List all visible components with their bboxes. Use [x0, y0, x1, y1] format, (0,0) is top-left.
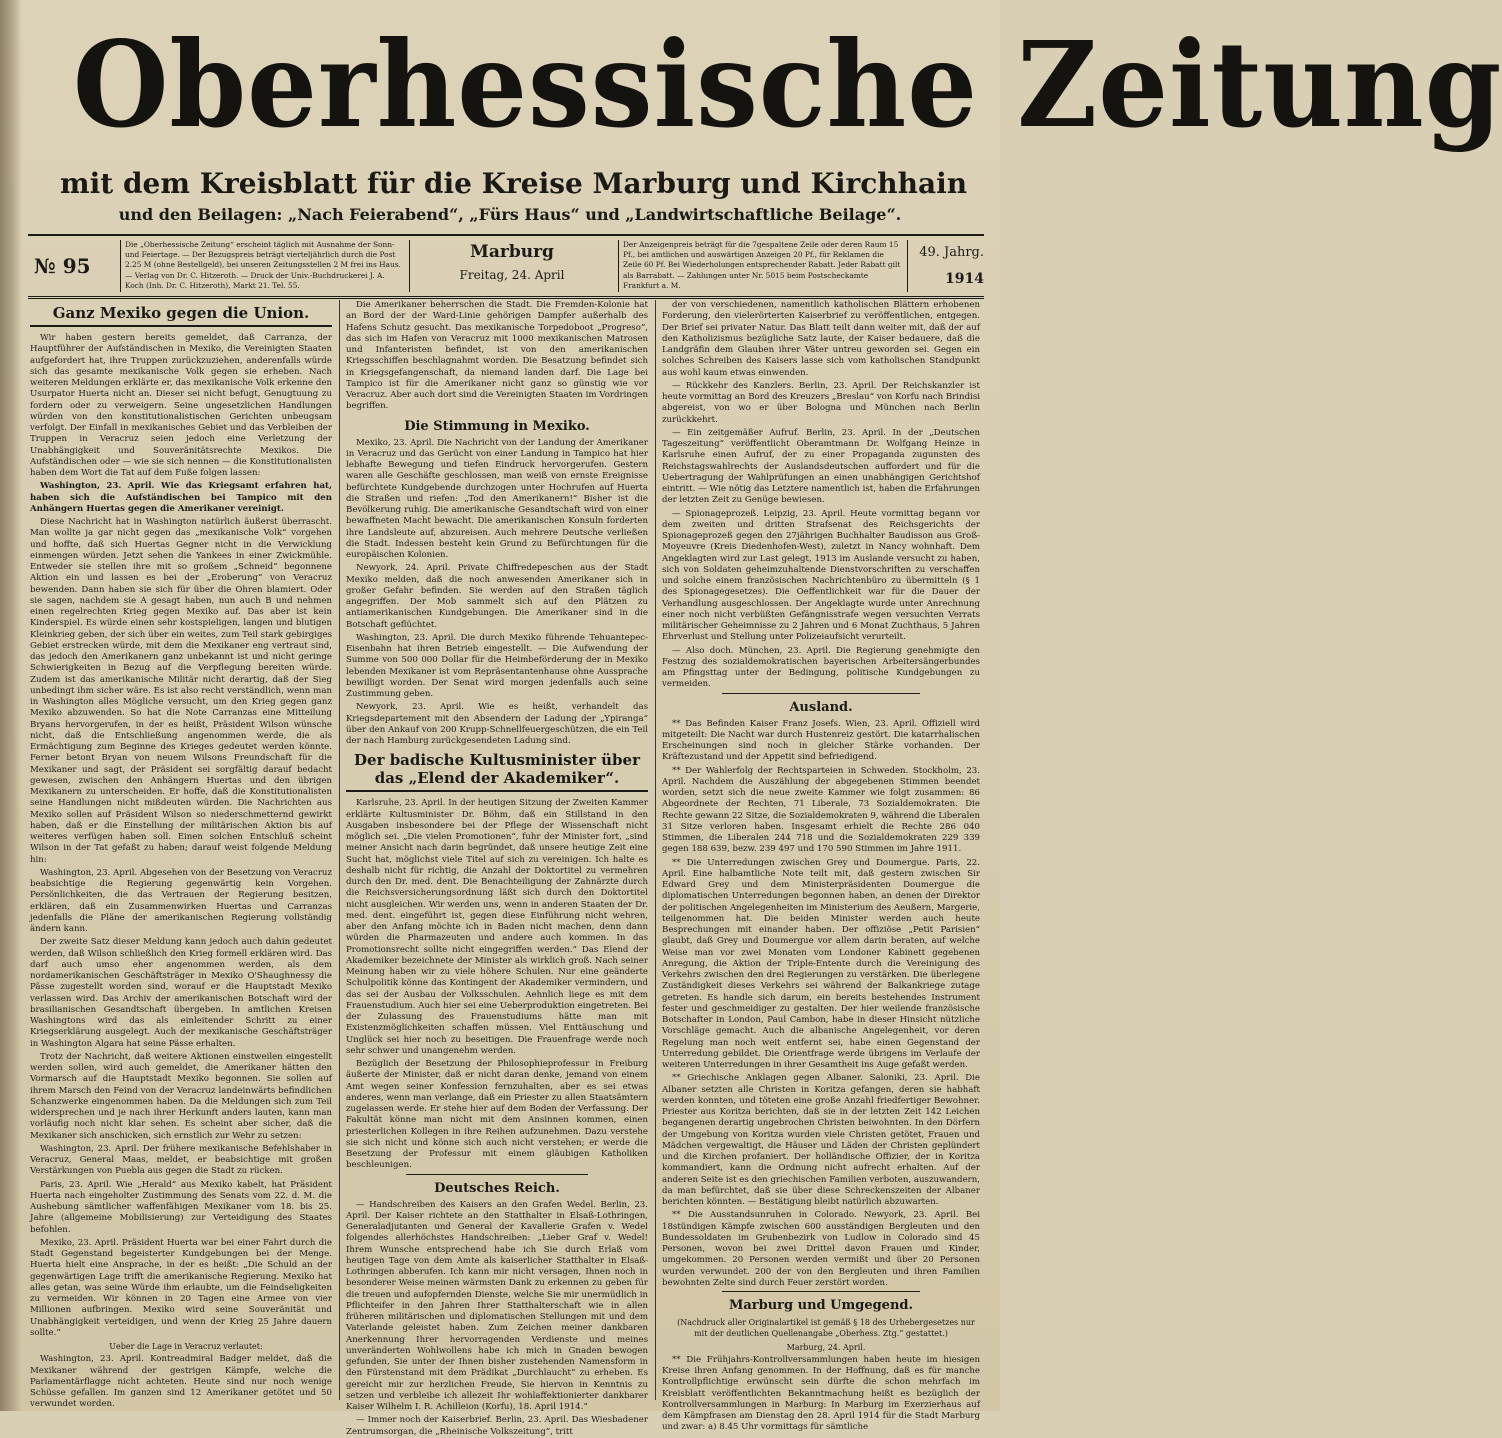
article-paragraph: ** Das Befinden Kaiser Franz Josefs. Wien, 23. April. Offiziell wird mitgeteilt: Die Nacht war durch Hustenreiz gestört. Die katarrhalischen Erscheinungen sind noch in gleicher Stärke vorhanden. Der Kräftezustand und der Appetit sind befriedigend. [662, 718, 980, 763]
article-paragraph: ** Die Frühjahrs-Kontrollversammlungen haben heute im hiesigen Kreise ihren Anfang genommen. In der Hoffnung, daß es für manche Kontrollpflichtige erwünscht sein dürfte die schon mehrfach im Kreisblatt veröffentlichten Bekanntmachung heißt es bezüglich der Kontrollversammlungen in Marburg: In Marburg im Exerzierhaus auf dem Kämpfrasen am Dienstag den 28. April 1914 für die Stadt Marburg und zwar: a) 8.45 Uhr vormittags für sämtliche [662, 1354, 980, 1433]
article-paragraph: Trotz der Nachricht, daß weitere Aktionen einstweilen eingestellt werden sollen, wird auch gemeldet, die Amerikaner hätten den Vormarsch auf die Hauptstadt Mexiko begonnen. Sie sollen auf ihrem Marsch den Feind von der Veracruz landeinwärts befindlichen Schanzwerke eingenommen haben. Da die Meldungen sich zum Teil widersprechen und je nach ihrer Herkunft anders lauten, kann man vorläufig noch nicht klar sehen. Es scheint aber sicher, daß die Mexikaner sich anschicken, sich ernstlich zur Wehr zu setzen: [30, 1051, 332, 1141]
article-subheading: Ueber die Lage in Veracruz verlautet: [109, 1342, 263, 1351]
article-paragraph: Washington, 23. April. Wie das Kriegsamt erfahren hat, haben sich die Aufständischen bei Tampico mit den Anhängern Huertas gegen die Amerikaner vereinigt. [30, 481, 332, 514]
masthead-supplements: und den Beilagen: „Nach Feierabend“, „Fürs Haus“ und „Landwirtschaftliche Beilage“. [118, 205, 902, 224]
article-paragraph: Mexiko, 23. April. Präsident Huerta war bei einer Fahrt durch die Stadt Gegenstand begeisterter Kundgebungen bei der Menge. Huerta hielt eine Ansprache, in der es heißt: „Die Schuld an der gegenwärtigen Lage trifft die amerikanische Regierung. Mexiko hat alles getan, was seine Würde ihm erlaubte, um die Feindseligkeiten zu vermeiden. Wir können in 20 Tagen eine Armee von vier Millionen aufbringen. Mexiko wird seine Souveränität und Unabhängigkeit verteidigen, und wenn der Krieg 25 Jahre dauern sollte.“ [30, 1237, 332, 1338]
article-paragraph: — Rückkehr des Kanzlers. Berlin, 23. April. Der Reichskanzler ist heute vormittag an Bord des Kreuzers „Breslau“ von Korfu nach Brindisi abgereist, von wo er über Bologna und München nach Berlin zurückkehrt. [662, 380, 980, 425]
article-headline: Der badische Kultusminister über das „Elend der Akademiker“. [346, 751, 648, 792]
article-paragraph: Washington, 23. April. Die durch Mexiko führende Tehuantepec-Eisenbahn hat ihren Betrieb eingestellt. — Die Aufwendung der Summe von 500 000 Dollar für die Heimbeförderung der in Mexiko lebenden Mexikaner ist vom Repräsentantenhause ohne Aussprache bewilligt worden. Der Senat wird morgen jedenfalls auch seine Zustimmung geben. [346, 632, 648, 699]
info-bar [28, 234, 984, 299]
article-paragraph: Washington, 23. April. Kontreadmiral Badger meldet, daß die Mexikaner während der gestrigen Kämpfe, welche die Parlamentärflagge nicht achteten. Heute sind nur noch wenige Schüsse gefallen. Im ganzen sind 12 Amerikaner getötet und 50 verwundet worden. [30, 1354, 332, 1410]
article-paragraph: der von verschiedenen, namentlich katholischen Blättern erhobenen Forderung, den vielerörterten Kaiserbrief zu veröffentlichen, entgegen. Der Brief sei privater Natur. Das Blatt teilt dann weiter mit, daß der auf den Katholizismus bezügliche Satz laute, der Kaiser bedauere, daß die Landgräfin dem Glauben ihrer Väter untreu geworden sei. Gegen ein solches Schreiben des Kaisers lasse sich vom katholischen Standpunkt aus wohl kaum etwas einwenden. [662, 300, 980, 378]
volume-number: 49. Jahrg. [919, 245, 984, 260]
article-paragraph: Karlsruhe, 23. April. In der heutigen Sitzung der Zweiten Kammer erklärte Kultusminister Dr. Böhm, daß ein Stillstand in den Ausgaben insbesondere bei der Pflege der Wissenschaft nicht möglich sei. „Die vielen Promotionen“, fuhr der Minister fort, „sind meiner Ansicht nach darin begründet, daß unsere heutige Zeit eine Sucht hat, möglichst viele Titel auf sich zu vereinigen. Ich halte es deshalb nicht für richtig, die Anzahl der Doktortitel zu vermehren durch den Dr. med. dent. Die Benachteiligung der Zahnärzte durch die Reichsversicherungsordnung läßt sich durch den Doktortitel nicht ausgleichen. Wir werden uns, wenn in anderen Staaten der Dr. med. dent. eingeführt ist, gegen diese Einführung nicht wehren, aber den Anfang möchte ich in Baden nicht machen, denn dann würden die Pharmazeuten und andere auch kommen. In das Promotionsrecht sollte nicht eingegriffen werden.“ Das Elend der Akademiker bezeichnete der Minister als wirklich groß. Nach seiner Meinung haben wir zu viele höhere Schulen. Nur eine geänderte Schulpolitik könne das Kontingent der Akademiker vermindern, und das sei der Ausbau der Volksschulen. Aehnlich liege es mit dem Frauenstudium. Auch hier sei eine Ueberproduktion eingetreten. Bei der Zulassung des Frauenstudiums hätte man mit Existenzmöglichkeiten schaffen müssen. Viel Enttäuschung und Unglück sei hier noch zu beseitigen. Die Frauenfrage werde noch sehr schwer und unangenehm werden. [346, 798, 648, 1056]
article-paragraph: ** Die Unterredungen zwischen Grey und Doumergue. Paris, 22. April. Eine halbamtliche Note teilt mit, daß gestern zwischen Sir Edward Grey und dem Ministerpräsidenten Doumergue die diplomatischen Unterredungen begonnen haben, an denen der Direktor der politischen Angelegenheiten im Ministerium des Aeußern, Margerie, teilgenommen hat. Die beiden Minister werden auch heute Besprechungen mit einander haben. Der offiziöse „Petit Parisien“ glaubt, daß Grey und Doumergue vor allem darin beraten, auf welche Weise man vor zwei Monaten vom Londoner Kabinett gegebenen Anregung, die Aktion der Triple-Entente durch die Vereinigung des Verkehrs zwischen den drei Regierungen zu verstärken. Die überlegene Zuständigkeit dieses Verkehrs sei während der Balkankriege zutage getreten. Es handle sich darum, ein bereits bestehendes Instrument fester und geschmeidiger zu gestalten. Der hier weilende französische Botschafter in London, Paul Cambon, habe in dieser Hinsicht nützliche Vorschläge gemacht. Auch die albanische Angelegenheit, vor deren Regelung man noch weit entfernt sei, habe einen Gegenstand der Unterredung gebildet. Die Orientfrage werde übrigens im Verlaufe der weiteren Unterredungen in ihrer Gesamtheit ins Auge gefaßt werden. [662, 857, 980, 1070]
article-paragraph: — Ein zeitgemäßer Aufruf. Berlin, 23. April. In der „Deutschen Tageszeitung“ veröffentlicht Oberamtmann Dr. Wolfgang Heinze in Karlsruhe einen Aufruf, der zu einer Propaganda zugunsten des Reichstagswahlrechts der Auslandsdeutschen auffordert und für die Uebertragung der Wahlprüfungen an einen unabhängigen Gerichtshof eintritt. — Wie nötig das Letztere namentlich ist, haben die Erfahrungen der letzten Zeit zu Genüge bewiesen. [662, 427, 980, 506]
advertising-info: Der Anzeigenpreis beträgt für die 7gespaltene Zeile oder deren Raum 15 Pf., bei amtlichen und auswärtigen Anzeigen 20 Pf., für Reklamen die Zeile 60 Pf. Bei Wiederholungen entsprechender Rabatt. Jeder Rabatt gilt als Barrabatt. — Zahlungen unter Nr. 5015 beim Postscheckamte Frankfurt a. M. [618, 240, 908, 292]
column-1 [30, 300, 332, 1410]
article-paragraph: — Also doch. München, 23. April. Die Regierung genehmigte den Festzug des sozialdemokratischen bayerischen Arbeitersängerbundes am Pfingsttag unter der Bedingung, politische Kundgebungen zu vermeiden. [662, 645, 980, 690]
dateline-date: Freitag, 24. April [459, 268, 565, 282]
article-paragraph: — Handschreiben des Kaisers an den Grafen Wedel. Berlin, 23. April. Der Kaiser richtete an den Statthalter in Elsaß-Lothringen, Generaladjutanten und General der Kavallerie Grafen v. Wedel folgendes allerhöchstes Handschreiben: „Lieber Graf v. Wedel! Ihrem Wunsche entsprechend habe ich Sie durch Erlaß vom heutigen Tage von dem Amte als kaiserlicher Statthalter in Elsaß-Lothringen abberufen. Ich kann mir nicht versagen, Ihnen noch in besonderer Weise meinen wärmsten Dank zu erkennen zu geben für die treuen und aufopfernden Dienste, welche Sie mir unermüdlich in Pflichteifer in den Jahren Ihrer Statthalterschaft wie in allen früheren militärischen und diplomatischen Stellungen mit und dem Vaterlande geleistet haben. Zum Zeichen meiner dankbaren Anerkennung Ihrer hervorragenden Verdienste und meines unveränderten Wohlwollens habe ich mich in Gnaden bewogen gefunden, Sie unter der Ihnen bisher zustehenden Namensform in den Fürstenstand mit dem Prädikat „Durchlaucht“ zu erheben. Es gereicht mir zur herzlichen Freude, Sie hiervon in Kenntnis zu setzen und verbleibe ich allezeit Ihr wohlaffektionierter dankbarer Kaiser Wilhelm I. R. Achilleion (Korfu), 18. April 1914.“ [346, 1199, 648, 1412]
section-heading: Marburg und Umgegend. [728, 1298, 914, 1313]
publication-year: 1914 [945, 271, 984, 287]
article-paragraph: Der zweite Satz dieser Meldung kann jedoch auch dahin gedeutet werden, daß Wilson schließlich den Krieg formell erklären wird. Das darf auch umso eher angenommen werden, als dem nordamerikanischen Geschäftsträger in Mexiko O'Shaughnessy die Pässe zugestellt worden sind, worauf er die Hauptstadt Mexiko verlassen wird. Das Archiv der amerikanischen Botschaft wird der brasilianischen Gesandtschaft übergeben. In amtlichen Kreisen Washingtons wird das als einleitender Schritt zu einer Kriegserklärung ausgelegt. Auch der mexikanische Geschäftsträger in Washington Algara hat seine Pässe erhalten. [30, 937, 332, 1049]
article-paragraph: ** Der Wahlerfolg der Rechtsparteien in Schweden. Stockholm, 23. April. Nachdem die Auszählung der abgegebenen Stimmen beendet worden, setzt sich die neue zweite Kammer wie folgt zusammen: 86 Abgeordnete der Rechten, 71 Liberale, 73 Sozialdemokraten. Die Rechte gewann 22 Sitze, die Sozialdemokraten 9, während die Liberalen 31 Sitze verloren haben. Insgesamt erhielt die Rechte 286 040 Stimmen, die Liberalen 244 718 und die Sozialdemokraten 229 339 gegen 188 639, bezw. 239 497 und 170 590 Stimmen im Jahre 1911. [662, 765, 980, 855]
dateline [412, 240, 612, 292]
article-paragraph: — Spionageprozeß. Leipzig, 23. April. Heute vormittag begann vor dem zweiten und dritten Strafsenat des Reichsgerichts der Spionageprozeß gegen den 27jährigen Buchhalter Baudisson aus Groß-Moyeuvre (Kreis Diedenhofen-West), zuletzt in Nancy wohnhaft. Dem Angeklagten wird zur Last gelegt, 1913 im Auslande versucht zu haben, sich von Soldaten geheimzuhaltende Dienstvorschriften zu verschaffen und solche einem französischen Nachrichtenbüro zu übermitteln (§ 1 des Spionagegesetzes). Die Oeffentlichkeit war für die Dauer der Verhandlung ausgeschlossen. Der Angeklagte wurde unter Anrechnung einer noch nicht verbüßten Gefängnisstrafe wegen versuchten Verrats militärischer Geheimnisse zu 2 Jahren und 6 Monat Zuchthaus, 5 Jahren Ehrverlust und Stellung unter Polizeiaufsicht verurteilt. [662, 508, 980, 643]
article-paragraph: — Immer noch der Kaiserbrief. Berlin, 23. April. Das Wiesbadener Zentrumsorgan, die „Rheinische Volkszeitung“, tritt [346, 1415, 648, 1437]
reprint-note: (Nachdruck aller Originalartikel ist gemäß § 18 des Urhebergesetzes nur mit der deutlichen Quellenangabe „Oberhess. Ztg.“ gestattet.) [677, 1318, 975, 1339]
section-heading: Die Stimmung in Mexiko. [404, 418, 590, 434]
section-heading: Ausland. [789, 699, 853, 715]
column-rule [655, 300, 656, 1400]
masthead-title: Oberhessische Zeitung [72, 15, 1502, 154]
article-headline: Ganz Mexiko gegen die Union. [30, 304, 332, 327]
section-divider [722, 1291, 920, 1292]
volume-year [912, 240, 984, 292]
article-paragraph: ** Griechische Anklagen gegen Albaner. Saloniki, 23. April. Die Albaner setzten alle Christen in Koritza gefangen, deren sie habhaft werden konnten, und töteten eine große Anzahl friedfertiger Bewohner. Priester aus Koritza berichten, daß sie in der letzten Zeit 142 Leichen begangenen derartig ungebrochen Christen beiwohnten. In den Dörfern der Umgebung von Koritza wurden viele Christen getötet, Frauen und Mädchen vergewaltigt, die Häuser und Läden der Christen geplündert und die Kirchen profaniert. Der holländische Offizier, der in Koritza kommandiert, kann die Ordnung nicht aufrecht erhalten. Auf der anderen Seite ist es den griechischen Familien verboten, auszuwandern, da man befürchtet, daß sie über diese Schreckenszeiten der Albaner berichten könnten. — Bestätigung bleibt natürlich abzuwarten. [662, 1073, 980, 1207]
article-paragraph: Wir haben gestern bereits gemeldet, daß Carranza, der Hauptführer der Aufständischen in Mexiko, die Vereinigten Staaten aufgefordert hat, ihre Truppen zurückzuziehen, anderenfalls würde sich das gesamte mexikanische Volk gegen sie erheben. Nach weiteren Meldungen erklärte er, das mexikanische Volk erkenne den Usurpator Huerta nicht an. Dieser sei nicht befugt, Genugtuung zu fordern oder zu verweigern. Seine ungesetzlichen Handlungen würden von den konstitutionalistischen Gerichten unbeugsam verfolgt. Der Einfall in mexikanisches Gebiet und das Verbleiben der Truppen in Veracruz seien jedoch eine Verletzung der Unabhängigkeit und Souveränitätsrechte Mexikos. Die Aufständischen oder — wie sie sich nennen — die Konstitutionalisten haben dem Wort die Tat auf dem Fuße folgen lassen: [30, 333, 332, 478]
publisher-info: Die „Oberhessische Zeitung“ erscheint täglich mit Ausnahme der Sonn- und Feiertage. — Der Bezugspreis beträgt vierteljährlich durch die Post 2.25 M (ohne Bestellgeld), bei unseren Zeitungsstellen 2 M frei ins Haus. — Verlag von Dr. C. Hitzeroth. — Druck der Univ.-Buchdruckerei J. A. Koch (Inh. Dr. C. Hitzeroth), Markt 21. Tel. 55. [120, 240, 410, 292]
article-paragraph: Paris, 23. April. Wie „Herald“ aus Mexiko kabelt, hat Präsident Huerta nach eingeholter Zustimmung des Senats vom 22. d. M. die Aushebung sämtlicher waffenfähigen Mexikaner vom 18. bis 25. Jahre (allgemeine Mobilisierung) zur Verteidigung des Staates befohlen. [30, 1179, 332, 1235]
issue-number: № 95 [34, 254, 91, 278]
article-paragraph: Diese Nachricht hat in Washington natürlich äußerst überrascht. Man wollte ja gar nicht gegen das „mexikanische Volk“ vorgehen und hoffte, daß sich Huertas Gegner nicht in die Verwicklung einmengen würden. Jetzt sehen die Yankees in einer Zwickmühle. Entweder sie stellen ihre mit so großem „Schneid“ begonnene Aktion ein und lassen es bei der „Eroberung“ von Veracruz bewenden. Dann haben sie sich für über die Ohren blamiert. Oder sie sagen, nachdem sie A gesagt haben, nun auch B und nehmen einen regelrechten Krieg gegen Mexiko auf. Das aber ist kein Kinderspiel. Es würde einen sehr kostspieligen, langen und blutigen Kleinkrieg geben, der sich über ein weites, zum Teil stark gebirgiges Gebiet erstrecken würde, mit dem die Mexikaner eng vertraut sind, das jedoch den Amerikanern ganz unbekannt ist und nicht geringe Schwierigkeiten in Bezug auf die Verpflegung bereiten würde. Zudem ist das amerikanische Militär nicht derartig, daß der Sieg unbedingt ihm sicher wäre. Es ist also recht verständlich, wenn man in Washington alles Mögliche versucht, um den Krieg gegen ganz Mexiko abzuwenden. So hat die Note Carranzas eine Mitteilung Bryans hervorgerufen, in der es heißt, Präsident Wilson wünsche nicht, daß die Entschließung angenommen werde, die als Ermächtigung zum Beginne des Krieges gedeutet werden könnte. Ferner betont Bryan von neuem Wilsons Freundschaft für die Mexikaner und sagt, der Präsident sei sorgfältig darauf bedacht gewesen, zwischen den Anhängern Huertas und den übrigen Mexikanern zu unterscheiden. Er hoffe, daß die Konstitutionalisten seine Handlungen nicht mißdeuten würden. Die Nachrichten aus Mexiko sollen auf Präsident Wilson so niederschmetternd gewirkt haben, daß er die Einstellung der militärischen Aktion bis auf weiteres verfügen haben soll. Einen solchen Entschluß scheint Wilson in der Tat gefaßt zu haben; darauf weist folgende Meldung hin: [30, 517, 332, 865]
dateline-city: Marburg [470, 242, 554, 262]
article-paragraph: ** Die Ausstandsunruhen in Colorado. Newyork, 23. April. Bei 18stündigen Kämpfe zwischen 600 ausständigen Bergleuten und den Bundessoldaten im Grubenbezirk von Ludlow in Colorado sind 45 Personen, wovon bei zwei Drittel davon Frauen und Kinder, umgekommen. 20 Personen werden vermißt und über 20 Personen wurden verwundet. 200 der von den Bergleuten und ihren Familien bewohnten Zelte sind durch Feuer zerstört worden. [662, 1210, 980, 1288]
column-2 [346, 300, 648, 1437]
column-3 [662, 300, 980, 1433]
article-paragraph: Newyork, 23. April. Wie es heißt, verhandelt das Kriegsdepartement mit den Absendern der Ladung der „Ypiranga“ über den Ankauf von 200 Krupp-Schnellfeuergeschützen, die ein Teil der nach Hamburg zurückgesendeten Ladung sind. [346, 702, 648, 746]
article-paragraph: Washington, 23. April. Der frühere mexikanische Befehlshaber in Veracruz, General Maas, meldet, er beabsichtige mit großen Verstärkungen von Puebla aus gegen die Stadt zu rücken. [30, 1143, 332, 1177]
section-divider [722, 693, 920, 694]
local-dateline: Marburg, 24. April. [786, 1342, 866, 1352]
section-divider [406, 1174, 588, 1175]
article-paragraph: Die Amerikaner beherrschen die Stadt. Die Fremden-Kolonie hat an Bord der der Ward-Linie gehörigen Dampfer außerhalb des Hafens Schutz gesucht. Das mexikanische Torpedoboot „Progreso“, das sich im Hafen von Veracruz mit 1000 mexikanischen Matrosen und Infanteristen befindet, ist von den amerikanischen Kriegsschiffen beschlagnahmt worden. Die Besatzung befindet sich in Kriegsgefangenschaft, da niemand landen darf. Die Lage bei Tampico ist für die Amerikaner nicht ganz so günstig wie vor Veracruz. Aber auch dort sind die Vereinigten Staaten im Vordringen begriffen. [346, 300, 648, 412]
column-rule [339, 300, 340, 1400]
article-paragraph: Newyork, 24. April. Private Chiffredepeschen aus der Stadt Mexiko melden, daß die noch anwesenden Amerikaner sich in großer Gefahr befinden. Sie werden auf den Straßen täglich angegriffen. Der Mob sammelt sich auf den Plätzen zu antiamerikanischen Kundgebungen. Die Amerikaner sind in die Botschaft geflüchtet. [346, 563, 648, 630]
section-heading: Deutsches Reich. [434, 1180, 560, 1196]
article-paragraph: Bezüglich der Besetzung der Philosophieprofessur in Freiburg äußerte der Minister, daß er nicht daran denke, jemand von einem Amt wegen seiner Konfession fernzuhalten, aber es sei etwas anderes, wenn man verlange, daß ein Priester zu allen Staatsämtern zugelassen werde. Er stehe hier auf dem Boden der Verfassung. Der Fakultät könne man nicht mit dem Ansinnen kommen, einen priesterlichen Kollegen in ihre Reihen aufzunehmen. Dazu verstehe sie sich nicht und könne sich auch nicht verstehen; er werde die Besetzung der Professur mit einem gläubigen Katholiken beschleunigen. [346, 1059, 648, 1171]
article-paragraph: Mexiko, 23. April. Die Nachricht von der Landung der Amerikaner in Veracruz und das Gerücht von einer Landung in Tampico hat hier lebhafte Bewegung und tiefen Eindruck hervorgerufen. Gestern waren alle Geschäfte geschlossen, man weiß von ernste Ereignisse befürchtete Kundgebende durchzogen unter Hochrufen auf Huerta die Straßen und riefen: „Tod den Amerikanern!“ Bisher ist die Bevölkerung ruhig. Die amerikanische Gesandtschaft wird von einer bewaffneten Macht bewacht. Die amerikanischen Konsuln forderten ihre Landsleute auf, abzureisen. Auch mehrere Deutsche verließen die Stadt. Indessen besteht kein Grund zu Befürchtungen für die europäischen Kolonien. [346, 437, 648, 560]
masthead-subtitle: mit dem Kreisblatt für die Kreise Marburg und Kirchhain [60, 167, 968, 200]
article-paragraph: Washington, 23. April. Abgesehen von der Besetzung von Veracruz beabsichtige die Regierung gegenwärtig kein Vorgehen. Persönlichkeiten, die das Vertrauen der Regierung besitzen, erklären, daß ein Zusammenwirken Huertas und Carranzas jedenfalls die Pläne der amerikanischen Regierung vollständig ändern kann. [30, 867, 332, 934]
